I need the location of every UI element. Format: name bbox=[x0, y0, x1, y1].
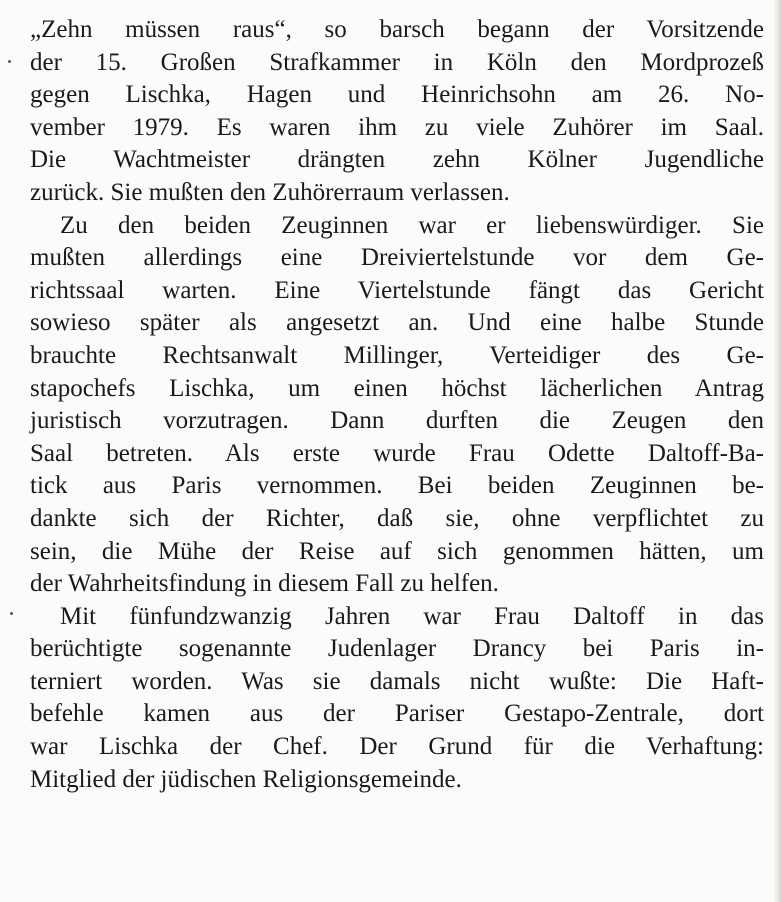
text-line: terniert worden. Was sie damals nicht wußte: Die Haft- bbox=[30, 667, 764, 695]
text-line: mußten allerdings eine Dreiviertelstunde vor dem Ge- bbox=[30, 244, 764, 272]
text-line: tick aus Paris vernommen. Bei beiden Zeuginnen be- bbox=[30, 472, 764, 500]
article-text bbox=[30, 14, 764, 796]
scan-speck bbox=[8, 60, 11, 63]
text-line: zurück. Sie mußten den Zuhörerraum verlassen. bbox=[30, 178, 510, 206]
text-line: befehle kamen aus der Pariser Gestapo-Zentrale, dort bbox=[30, 700, 764, 728]
paragraph-3 bbox=[30, 601, 764, 797]
text-line: stapochefs Lischka, um einen höchst lächerlichen Antrag bbox=[30, 374, 764, 402]
text-line: „Zehn müssen raus“, so barsch begann der Vorsitzende bbox=[30, 16, 764, 43]
text-line: richtssaal warten. Eine Viertelstunde fängt das Gericht bbox=[30, 276, 764, 304]
text-line: brauchte Rechtsanwalt Millinger, Verteidiger des Ge- bbox=[30, 341, 764, 369]
text-line: der Wahrheitsfindung in diesem Fall zu helfen. bbox=[30, 570, 499, 598]
text-line: war Lischka der Chef. Der Grund für die Verhaftung: bbox=[30, 733, 764, 761]
text-line: Die Wachtmeister drängten zehn Kölner Jugendliche bbox=[30, 146, 764, 174]
paragraph-1 bbox=[30, 14, 764, 210]
text-line: Mitglied der jüdischen Religionsgemeinde. bbox=[30, 765, 462, 793]
text-line: berüchtigte sogenannte Judenlager Drancy bei Paris in- bbox=[30, 635, 764, 663]
scan-speck bbox=[10, 612, 13, 615]
text-line: der 15. Großen Strafkammer in Köln den Mordprozeß bbox=[30, 48, 764, 76]
text-line: sein, die Mühe der Reise auf sich genommen hätten, um bbox=[30, 537, 764, 565]
text-line: Mit fünfundzwanzig Jahren war Frau Daltoff in das bbox=[60, 602, 764, 630]
text-line: vember 1979. Es waren ihm zu viele Zuhörer im Saal. bbox=[30, 113, 764, 141]
text-line: juristisch vorzutragen. Dann durften die Zeugen den bbox=[30, 407, 764, 435]
text-line: sowieso später als angesetzt an. Und eine halbe Stunde bbox=[30, 309, 764, 337]
text-line: Saal betreten. Als erste wurde Frau Odette Daltoff-Ba- bbox=[30, 439, 764, 467]
text-line: Zu den beiden Zeuginnen war er liebenswürdiger. Sie bbox=[60, 211, 764, 239]
text-line: gegen Lischka, Hagen und Heinrichsohn am 26. No- bbox=[30, 81, 764, 109]
paragraph-2 bbox=[30, 210, 764, 601]
page-edge-shadow bbox=[772, 0, 782, 902]
text-line: dankte sich der Richter, daß sie, ohne verpflichtet zu bbox=[30, 504, 764, 532]
